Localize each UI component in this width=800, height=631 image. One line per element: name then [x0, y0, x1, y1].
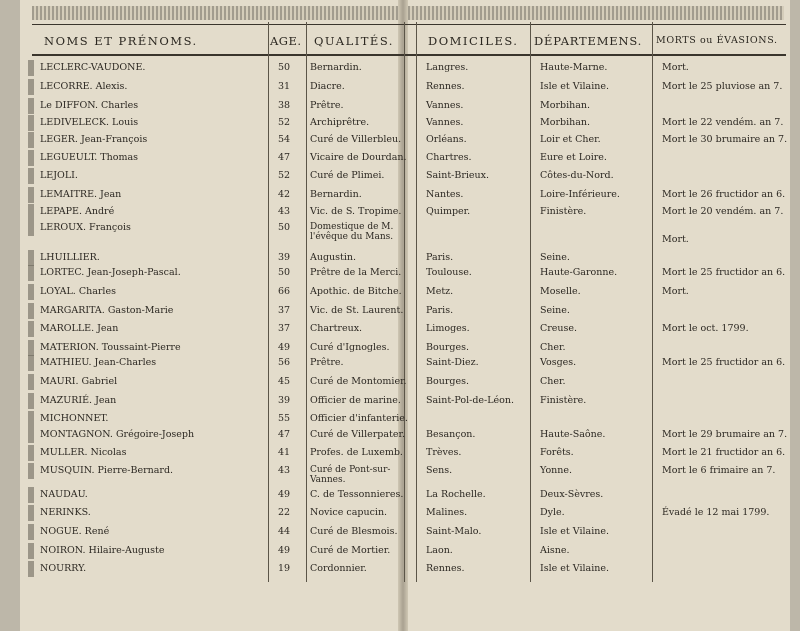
row-margin-mark — [28, 220, 34, 236]
cell-dom: Laon. — [426, 545, 453, 556]
cell-mort: Mort le 25 pluviose an 7. — [662, 81, 783, 92]
cell-dep: Moselle. — [540, 286, 581, 297]
cell-name: MAROLLE. Jean — [40, 323, 119, 334]
cell-qual: Curé d'Ignogles. — [310, 342, 390, 353]
cell-qual: Prêtre. — [310, 100, 344, 111]
cell-qual: Officier de marine. — [310, 395, 401, 406]
cell-name: MAZURIÉ. Jean — [40, 395, 117, 406]
cell-dom: Chartres. — [426, 152, 472, 163]
table-row — [0, 465, 800, 486]
cell-age: 55 — [278, 413, 291, 424]
cell-dom: Metz. — [426, 286, 454, 297]
cell-qual: Vic. de St. Laurent. — [310, 305, 404, 316]
header-top-rule — [32, 24, 786, 25]
row-margin-mark — [28, 393, 34, 409]
cell-mort: Mort le 22 vendém. an 7. — [662, 117, 784, 128]
header-qualites: QUALITÉS. — [314, 34, 394, 48]
row-margin-mark — [28, 265, 34, 281]
cell-mort: Mort le 21 fructidor an 6. — [662, 447, 786, 458]
table-row — [0, 507, 800, 528]
cell-dep: Haute-Saône. — [540, 429, 606, 440]
cell-dep: Isle et Vilaine. — [540, 526, 610, 537]
table-row — [0, 376, 800, 397]
row-margin-mark — [28, 168, 34, 184]
cell-dom: La Rochelle. — [426, 489, 486, 500]
table-row — [0, 62, 800, 83]
row-margin-mark — [28, 445, 34, 461]
cell-mort: Mort le oct. 1799. — [662, 323, 749, 334]
row-margin-mark — [28, 60, 34, 76]
cell-age: 44 — [278, 526, 291, 537]
header-domiciles: DOMICILES. — [428, 34, 519, 48]
row-margin-mark — [28, 340, 34, 356]
row-margin-mark — [28, 321, 34, 337]
cell-dep: Morbihan. — [540, 100, 591, 111]
header-departements: DÉPARTEMENS. — [534, 34, 643, 48]
cell-dep: Haute-Marne. — [540, 62, 608, 73]
cell-mort: Mort le 6 frimaire an 7. — [662, 465, 776, 476]
row-margin-mark — [28, 427, 34, 443]
cell-qual: Vicaire de Dourdan. — [310, 152, 407, 163]
cell-mort: Mort le 26 fructidor an 6. — [662, 189, 786, 200]
cell-age: 37 — [278, 305, 291, 316]
cell-name: LEDIVELECK. Louis — [40, 117, 139, 128]
cell-mort: Mort le 25 fructidor an 6. — [662, 267, 786, 278]
cell-dep: Creuse. — [540, 323, 578, 334]
cell-dom: Paris. — [426, 252, 454, 263]
cell-name: LORTEC. Jean-Joseph-Pascal. — [40, 267, 181, 278]
cell-name: LEGUEULT. Thomas — [40, 152, 139, 163]
header-bottom-rule — [32, 54, 786, 56]
cell-mort: Mort le 30 brumaire an 7. — [662, 134, 788, 145]
cell-age: 52 — [278, 170, 291, 181]
cell-dep: Isle et Vilaine. — [540, 81, 610, 92]
table-row — [0, 170, 800, 191]
cell-name: Le DIFFON. Charles — [40, 100, 139, 111]
table-row — [0, 267, 800, 288]
cell-dom: Malines. — [426, 507, 468, 518]
cell-dep: Seine. — [540, 305, 570, 316]
cell-dom: Rennes. — [426, 81, 465, 92]
cell-dom: Vannes. — [426, 100, 464, 111]
row-margin-mark — [28, 204, 34, 220]
cell-dep: Forêts. — [540, 447, 574, 458]
cell-dom: Limoges. — [426, 323, 470, 334]
cell-dep: Morbihan. — [540, 117, 591, 128]
cell-dom: Orléans. — [426, 134, 467, 145]
cell-dep: Vosges. — [540, 357, 577, 368]
cell-dep: Loire-Inférieure. — [540, 189, 620, 200]
row-margin-mark — [28, 487, 34, 503]
row-margin-mark — [28, 561, 34, 577]
cell-name: NOIRON. Hilaire-Auguste — [40, 545, 165, 556]
cell-qual: Prêtre de la Merci. — [310, 267, 402, 278]
cell-qual: Diacre. — [310, 81, 345, 92]
cell-age: 43 — [278, 206, 291, 217]
cell-dom: Paris. — [426, 305, 454, 316]
cell-name: LEPAPE. André — [40, 206, 115, 217]
table-row — [0, 526, 800, 547]
row-margin-mark — [28, 79, 34, 95]
table-row — [0, 222, 800, 243]
cell-qual: Novice capucin. — [310, 507, 388, 518]
cell-dom: Saint-Malo. — [426, 526, 482, 537]
cell-qual: Apothic. de Bitche. — [310, 286, 402, 297]
cell-age: 49 — [278, 489, 291, 500]
cell-qual: Vic. de S. Tropime. — [310, 206, 402, 217]
row-margin-mark — [28, 411, 34, 427]
cell-age: 49 — [278, 342, 291, 353]
cell-qual: Bernardin. — [310, 62, 362, 73]
header-names: NOMS ET PRÉNOMS. — [44, 34, 198, 48]
cell-mort: Mort le 29 brumaire an 7. — [662, 429, 788, 440]
cell-qual: Profes. de Luxemb. — [310, 447, 403, 458]
cell-dep: Yonne. — [540, 465, 573, 476]
row-margin-mark — [28, 250, 34, 266]
cell-dep: Seine. — [540, 252, 570, 263]
cell-age: 42 — [278, 189, 291, 200]
cell-age: 50 — [278, 62, 291, 73]
cell-name: NOURRY. — [40, 563, 87, 574]
cell-dom: Bourges. — [426, 376, 469, 387]
row-margin-mark — [28, 543, 34, 559]
cell-mort: Mort. — [662, 286, 689, 297]
cell-age: 39 — [278, 252, 291, 263]
cell-name: MICHONNET. — [40, 413, 109, 424]
cell-dom: Trèves. — [426, 447, 462, 458]
cell-qual: Curé de Mortier. — [310, 545, 391, 556]
cell-dep: Côtes-du-Nord. — [540, 170, 614, 181]
row-margin-mark — [28, 150, 34, 166]
cell-dep: Deux-Sèvres. — [540, 489, 604, 500]
cell-dom: Besançon. — [426, 429, 476, 440]
cell-age: 52 — [278, 117, 291, 128]
cell-qual: Augustin. — [310, 252, 357, 263]
row-margin-mark — [28, 187, 34, 203]
cell-name: LEGER. Jean-François — [40, 134, 148, 145]
cell-name: MUSQUIN. Pierre-Bernard. — [40, 465, 174, 476]
cell-name: LECLERC-VAUDONE. — [40, 62, 146, 73]
cell-dom: Langres. — [426, 62, 469, 73]
cell-dom: Quimper. — [426, 206, 471, 217]
cell-age: 41 — [278, 447, 291, 458]
cell-dep: Finistère. — [540, 206, 587, 217]
cell-name: MULLER. Nicolas — [40, 447, 127, 458]
table-row — [0, 286, 800, 307]
cell-name: NAUDAU. — [40, 489, 88, 500]
cell-qual: Bernardin. — [310, 189, 362, 200]
cell-age: 47 — [278, 152, 291, 163]
cell-dep: Aisne. — [540, 545, 570, 556]
cell-age: 50 — [278, 222, 291, 233]
cell-qual: Archiprêtre. — [310, 117, 370, 128]
cell-mort: Mort le 20 vendém. an 7. — [662, 206, 784, 217]
cell-name: MAURI. Gabriel — [40, 376, 118, 387]
cell-dep: Cher. — [540, 342, 566, 353]
cell-dom: Saint-Pol-de-Léon. — [426, 395, 515, 406]
cell-name: NOGUE. René — [40, 526, 110, 537]
cell-qual: Curé de Plimei. — [310, 170, 385, 181]
cell-age: 66 — [278, 286, 291, 297]
cell-dep: Loir et Cher. — [540, 134, 601, 145]
cell-name: LEROUX. François — [40, 222, 131, 233]
cell-age: 56 — [278, 357, 291, 368]
cell-mort: Mort. — [662, 62, 689, 73]
cell-name: LOYAL. Charles — [40, 286, 116, 297]
cell-age: 50 — [278, 267, 291, 278]
table-row — [0, 81, 800, 102]
cell-age: 43 — [278, 465, 291, 476]
cell-dom: Vannes. — [426, 117, 464, 128]
cell-qual: Curé de Villerpater. — [310, 429, 405, 440]
header-age: AGE. — [270, 34, 302, 48]
cell-dom: Bourges. — [426, 342, 469, 353]
cell-qual: Prêtre. — [310, 357, 344, 368]
cell-qual: Cordonnier. — [310, 563, 367, 574]
table-row — [0, 323, 800, 344]
cell-dep: Isle et Vilaine. — [540, 563, 610, 574]
cell-dom: Nantes. — [426, 189, 464, 200]
cell-age: 37 — [278, 323, 291, 334]
cell-mort: Évadé le 12 mai 1799. — [662, 507, 770, 518]
cell-qual: Domestique de M. l'évêque du Mans. — [310, 222, 394, 242]
cell-age: 38 — [278, 100, 291, 111]
row-margin-mark — [28, 132, 34, 148]
row-margin-mark — [28, 374, 34, 390]
header-morts: MORTS ou ÉVASIONS. — [656, 35, 778, 46]
cell-qual: Curé de Blesmois. — [310, 526, 398, 537]
cell-age: 45 — [278, 376, 291, 387]
cell-age: 39 — [278, 395, 291, 406]
cell-name: LEMAITRE. Jean — [40, 189, 122, 200]
cell-age: 31 — [278, 81, 291, 92]
row-margin-mark — [28, 303, 34, 319]
cell-dep: Finistère. — [540, 395, 587, 406]
row-margin-mark — [28, 284, 34, 300]
row-margin-mark — [28, 505, 34, 521]
cell-dom: Rennes. — [426, 563, 465, 574]
cell-name: MATHIEU. Jean-Charles — [40, 357, 157, 368]
cell-name: LECORRE. Alexis. — [40, 81, 128, 92]
cell-name: MATERION. Toussaint-Pierre — [40, 342, 181, 353]
cell-dep: Eure et Loire. — [540, 152, 607, 163]
cell-age: 47 — [278, 429, 291, 440]
cell-name: LHUILLIER. — [40, 252, 100, 263]
cell-qual: Curé de Villerbleu. — [310, 134, 402, 145]
cell-qual: Curé de Montomier. — [310, 376, 407, 387]
cell-age: 54 — [278, 134, 291, 145]
cell-name: MARGARITA. Gaston-Marie — [40, 305, 174, 316]
cell-age: 19 — [278, 563, 291, 574]
cell-qual: Curé de Pont-sur-Vannes. — [310, 465, 391, 485]
cell-age: 22 — [278, 507, 291, 518]
cell-name: MONTAGNON. Grégoire-Joseph — [40, 429, 195, 440]
cell-name: NERINKS. — [40, 507, 91, 518]
cell-mort: Mort le 25 fructidor an 6. — [662, 357, 786, 368]
top-ornament-band — [32, 6, 784, 20]
cell-dom: Sens. — [426, 465, 453, 476]
row-margin-mark — [28, 463, 34, 479]
row-margin-mark — [28, 355, 34, 371]
cell-dep: Dyle. — [540, 507, 565, 518]
cell-dom: Saint-Brieux. — [426, 170, 490, 181]
row-margin-mark — [28, 524, 34, 540]
cell-qual: Chartreux. — [310, 323, 363, 334]
cell-dom: Saint-Diez. — [426, 357, 479, 368]
row-margin-mark — [28, 98, 34, 114]
table-row — [0, 563, 800, 584]
row-margin-mark — [28, 115, 34, 131]
cell-dom: Toulouse. — [426, 267, 472, 278]
cell-name: LEJOLI. — [40, 170, 78, 181]
cell-dep: Cher. — [540, 376, 566, 387]
cell-age: 49 — [278, 545, 291, 556]
cell-qual: Officier d'infanterie. — [310, 413, 408, 424]
cell-dep: Haute-Garonne. — [540, 267, 618, 278]
cell-mort: Mort. — [662, 234, 689, 245]
table-row — [0, 357, 800, 378]
cell-qual: C. de Tessonnieres. — [310, 489, 404, 500]
